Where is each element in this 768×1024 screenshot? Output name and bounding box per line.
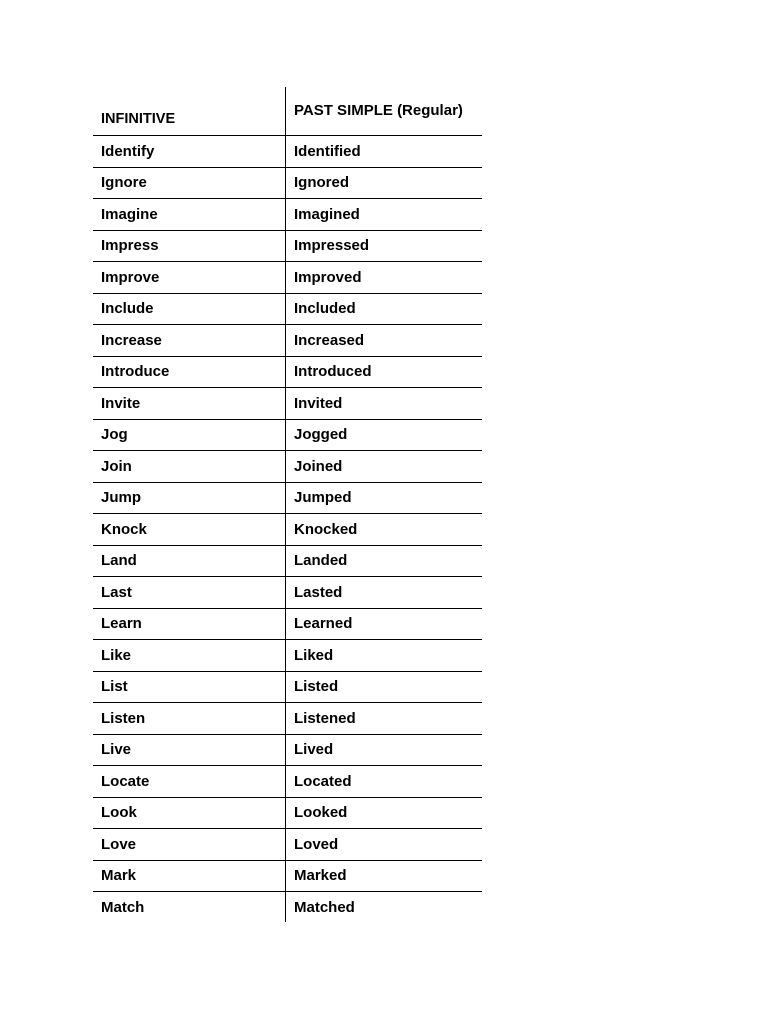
table-row [93, 640, 482, 672]
table-row [93, 577, 482, 609]
past-simple-cell: Impressed [294, 237, 370, 255]
infinitive-cell: Match [93, 892, 286, 922]
past-simple-cell: Matched [294, 898, 355, 916]
past-simple-cell: Looked [294, 804, 348, 822]
table-row [93, 766, 482, 798]
infinitive-cell: Jog [93, 420, 286, 451]
table-row [93, 168, 482, 200]
infinitive-cell: Love [93, 829, 286, 860]
infinitive-cell: Impress [93, 231, 286, 262]
infinitive-cell: Last [93, 577, 286, 608]
infinitive-cell: Knock [93, 514, 286, 545]
past-simple-cell: Marked [294, 867, 347, 885]
table-row [93, 325, 482, 357]
table-row [93, 294, 482, 326]
infinitive-cell: Include [93, 294, 286, 325]
infinitive-cell: Learn [93, 609, 286, 640]
past-simple-cell: Located [294, 772, 352, 790]
past-simple-cell: Jogged [294, 426, 348, 444]
past-simple-cell: Increased [294, 331, 365, 349]
table-row [93, 514, 482, 546]
past-simple-cell: Invited [294, 394, 343, 412]
infinitive-cell: Join [93, 451, 286, 482]
table-row [93, 483, 482, 515]
infinitive-cell: Jump [93, 483, 286, 514]
infinitive-cell: List [93, 672, 286, 703]
past-simple-cell: Lasted [294, 583, 343, 601]
infinitive-cell: Improve [93, 262, 286, 293]
infinitive-cell: Increase [93, 325, 286, 356]
past-simple-cell: Ignored [294, 174, 349, 192]
infinitive-cell: Invite [93, 388, 286, 419]
infinitive-cell: Locate [93, 766, 286, 797]
table-body [93, 136, 482, 922]
table-row [93, 420, 482, 452]
table-row [93, 357, 482, 389]
past-simple-cell: Lived [294, 741, 334, 759]
past-simple-cell: Improved [294, 268, 362, 286]
infinitive-cell: Introduce [93, 357, 286, 388]
infinitive-cell: Imagine [93, 199, 286, 230]
past-simple-cell: Identified [294, 142, 361, 160]
past-simple-cell: Jumped [294, 489, 352, 507]
table-row [93, 703, 482, 735]
verb-table [93, 87, 482, 922]
infinitive-cell: Listen [93, 703, 286, 734]
past-simple-cell: Introduced [294, 363, 372, 381]
infinitive-cell: Live [93, 735, 286, 766]
past-simple-cell: Knocked [294, 520, 358, 538]
infinitive-cell: Mark [93, 861, 286, 892]
past-simple-cell: Included [294, 300, 356, 318]
table-row [93, 892, 482, 922]
table-row [93, 546, 482, 578]
past-simple-cell: Loved [294, 835, 339, 853]
header-past-simple: PAST SIMPLE (Regular) [294, 102, 463, 119]
table-row [93, 735, 482, 767]
past-simple-cell: Joined [294, 457, 343, 475]
table-row [93, 451, 482, 483]
table-row [93, 262, 482, 294]
table-row [93, 861, 482, 893]
past-simple-cell: Listened [294, 709, 356, 727]
past-simple-cell: Imagined [294, 205, 360, 223]
table-row [93, 199, 482, 231]
past-simple-cell: Landed [294, 552, 348, 570]
table-row [93, 609, 482, 641]
infinitive-cell: Identify [93, 136, 286, 167]
table-header-row [93, 87, 482, 136]
table-row [93, 388, 482, 420]
past-simple-cell: Liked [294, 646, 334, 664]
infinitive-cell: Like [93, 640, 286, 671]
table-row [93, 136, 482, 168]
infinitive-cell: Ignore [93, 168, 286, 199]
infinitive-cell: Look [93, 798, 286, 829]
header-infinitive: INFINITIVE [93, 87, 286, 135]
table-row [93, 672, 482, 704]
table-row [93, 829, 482, 861]
infinitive-cell: Land [93, 546, 286, 577]
table-row [93, 231, 482, 263]
past-simple-cell: Listed [294, 678, 339, 696]
past-simple-cell: Learned [294, 615, 353, 633]
table-row [93, 798, 482, 830]
